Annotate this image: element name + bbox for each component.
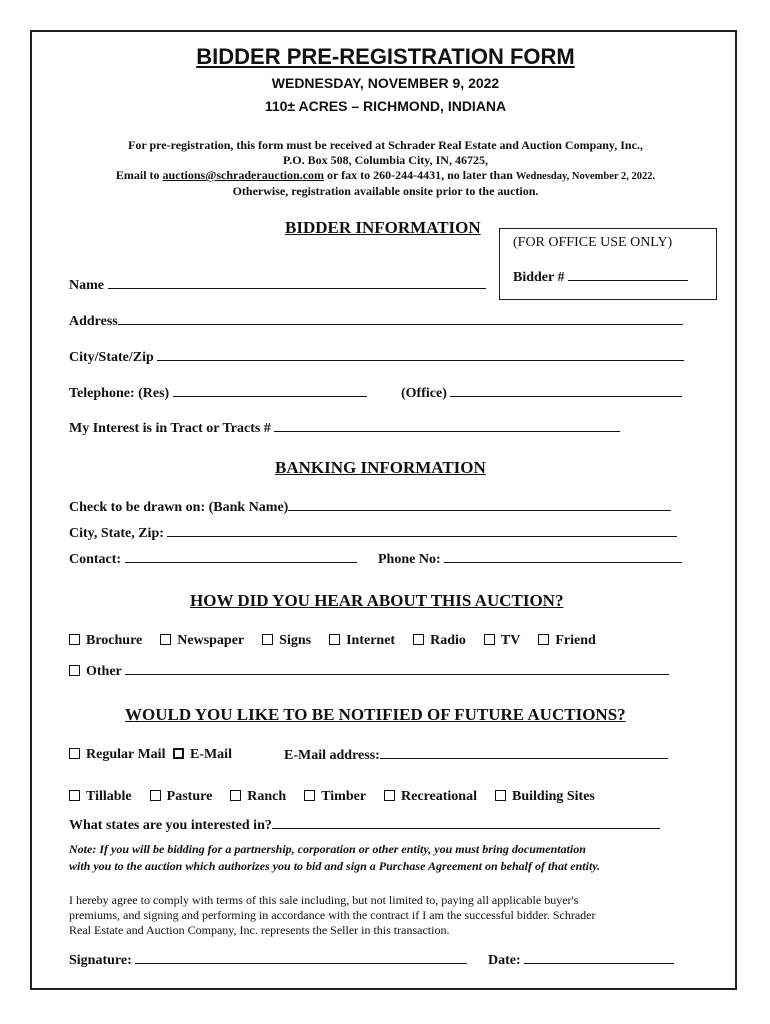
notify-method-row <box>69 747 232 763</box>
address-field[interactable] <box>69 313 683 330</box>
checkbox[interactable] <box>230 790 241 801</box>
bidder-info-heading: BIDDER INFORMATION <box>285 218 481 237</box>
interest-options <box>69 789 613 805</box>
auction-location: 110± ACRES – RICHMOND, INDIANA <box>264 98 507 114</box>
option-recreational[interactable] <box>384 789 477 805</box>
bidder-number-line[interactable] <box>568 269 688 281</box>
states-interest-field[interactable] <box>69 817 660 834</box>
option-email[interactable] <box>173 747 232 762</box>
agreement-line-3: Real Estate and Auction Company, Inc. represents the Seller in this transaction. <box>69 923 450 937</box>
tract-interest-label: My Interest is in Tract or Tracts # <box>69 421 271 436</box>
option-label: Timber <box>321 789 367 804</box>
checkbox[interactable] <box>160 634 171 645</box>
form-title: BIDDER PRE-REGISTRATION FORM <box>196 44 575 69</box>
option-tv[interactable] <box>484 633 520 649</box>
telephone-office-field[interactable] <box>401 385 682 402</box>
checkbox[interactable] <box>384 790 395 801</box>
banking-info-heading: BANKING INFORMATION <box>275 458 486 477</box>
name-label: Name <box>69 278 104 293</box>
telephone-res-line[interactable] <box>173 385 367 397</box>
email-link[interactable]: auctions@schraderauction.com <box>162 168 325 182</box>
option-timber[interactable] <box>304 789 366 805</box>
bank-contact-line[interactable] <box>125 551 357 563</box>
intro-line-3 <box>32 168 739 183</box>
bank-name-field[interactable] <box>69 499 671 516</box>
states-interest-line[interactable] <box>272 817 660 829</box>
bank-phone-line[interactable] <box>444 551 682 563</box>
option-friend[interactable] <box>538 633 595 649</box>
bank-city-state-zip-line[interactable] <box>167 525 677 537</box>
option-internet[interactable] <box>329 633 395 649</box>
option-label: TV <box>500 633 521 648</box>
note-line-2: with you to the auction which authorizes you to bid and sign a Purchase Agreement on behalf of that entity. <box>69 859 601 873</box>
regular-mail-label: Regular Mail <box>86 747 166 762</box>
option-label: Brochure <box>86 633 143 648</box>
checkbox[interactable] <box>329 634 340 645</box>
option-newspaper[interactable] <box>160 633 244 649</box>
bank-phone-field[interactable] <box>378 551 682 568</box>
checkbox[interactable] <box>69 665 80 676</box>
intro-line-2: P.O. Box 508, Columbia City, IN, 46725, <box>283 153 488 167</box>
email-option-label: E-Mail <box>189 747 232 762</box>
address-line[interactable] <box>118 313 683 325</box>
checkbox[interactable] <box>304 790 315 801</box>
checkbox[interactable] <box>413 634 424 645</box>
checkbox[interactable] <box>150 790 161 801</box>
city-state-zip-label: City/State/Zip <box>69 350 154 365</box>
checkbox[interactable] <box>538 634 549 645</box>
signature-field[interactable] <box>69 952 467 969</box>
checkbox[interactable] <box>69 790 80 801</box>
telephone-office-label: (Office) <box>401 386 447 401</box>
option-label: Pasture <box>166 789 213 804</box>
option-brochure[interactable] <box>69 633 142 649</box>
note-line-1: Note: If you will be bidding for a partnership, corporation or other entity, you must bring documentation <box>69 842 586 856</box>
option-other[interactable] <box>69 663 669 680</box>
notify-heading: WOULD YOU LIKE TO BE NOTIFIED OF FUTURE AUCTIONS? <box>125 705 626 724</box>
states-interest-label: What states are you interested in? <box>69 818 272 833</box>
option-label: Internet <box>346 633 396 648</box>
option-label: Newspaper <box>177 633 245 648</box>
date-label: Date: <box>488 953 521 968</box>
signature-label: Signature: <box>69 953 132 968</box>
option-other-label: Other <box>86 664 122 679</box>
bidder-number-label: Bidder # <box>513 270 565 285</box>
intro-deadline: Wednesday, November 2, 2022. <box>515 171 656 182</box>
city-state-zip-field[interactable] <box>69 349 684 366</box>
option-label: Radio <box>430 633 466 648</box>
option-building-sites[interactable] <box>495 789 595 805</box>
date-field[interactable] <box>488 952 674 969</box>
checkbox[interactable] <box>262 634 273 645</box>
option-signs[interactable] <box>262 633 311 649</box>
auction-date: WEDNESDAY, NOVEMBER 9, 2022 <box>271 75 500 91</box>
option-tillable[interactable] <box>69 789 132 805</box>
hear-about-options <box>69 633 614 649</box>
telephone-res-label: Telephone: (Res) <box>69 386 170 401</box>
email-address-field[interactable] <box>284 747 668 764</box>
bank-city-state-zip-label: City, State, Zip: <box>69 526 164 541</box>
intro-line-4: Otherwise, registration available onsite prior to the auction. <box>232 184 539 198</box>
bank-contact-field[interactable] <box>69 551 357 568</box>
bank-city-state-zip-field[interactable] <box>69 525 677 542</box>
bank-contact-label: Contact: <box>69 552 122 567</box>
city-state-zip-line[interactable] <box>157 349 684 361</box>
option-radio[interactable] <box>413 633 466 649</box>
office-use-label: (FOR OFFICE USE ONLY) <box>513 235 673 250</box>
checkbox[interactable] <box>495 790 506 801</box>
name-line[interactable] <box>108 277 486 289</box>
option-regular-mail[interactable] <box>69 747 165 762</box>
intro-email-prefix: Email to <box>115 168 163 182</box>
address-label: Address <box>69 314 118 329</box>
bank-name-label: Check to be drawn on: (Bank Name) <box>69 500 289 515</box>
checkbox[interactable] <box>173 748 184 759</box>
option-label: Building Sites <box>512 789 595 804</box>
option-ranch[interactable] <box>230 789 286 805</box>
agreement-line-2: premiums, and signing and performing in accordance with the contract if I am the successful bidder. Schrader <box>69 908 596 922</box>
checkbox[interactable] <box>69 748 80 759</box>
other-line[interactable] <box>125 663 669 675</box>
bank-phone-label: Phone No: <box>378 552 441 567</box>
checkbox[interactable] <box>69 634 80 645</box>
email-address-line[interactable] <box>380 747 668 759</box>
bank-name-line[interactable] <box>288 499 671 511</box>
intro-fax-text: or fax to 260-244-4431, no later than <box>324 168 516 182</box>
checkbox[interactable] <box>484 634 495 645</box>
name-field[interactable] <box>69 277 486 294</box>
intro-line-1: For pre-registration, this form must be received at Schrader Real Estate and Auction Company, Inc., <box>128 138 643 152</box>
bidder-number-field[interactable] <box>513 269 688 286</box>
telephone-res-field[interactable] <box>69 385 367 402</box>
option-label: Recreational <box>401 789 477 804</box>
option-pasture[interactable] <box>150 789 213 805</box>
tract-interest-line[interactable] <box>274 420 620 432</box>
date-line[interactable] <box>524 952 674 964</box>
office-use-box <box>499 228 717 300</box>
option-label: Signs <box>279 633 312 648</box>
tract-interest-field[interactable] <box>69 420 620 437</box>
option-label: Tillable <box>86 789 132 804</box>
email-address-label: E-Mail address: <box>284 748 380 763</box>
hear-about-heading: HOW DID YOU HEAR ABOUT THIS AUCTION? <box>190 591 564 610</box>
registration-form <box>30 30 737 990</box>
signature-line[interactable] <box>135 952 467 964</box>
option-label: Friend <box>555 633 596 648</box>
telephone-office-line[interactable] <box>450 385 682 397</box>
agreement-line-1: I hereby agree to comply with terms of this sale including, but not limited to, paying all applicable buyer's <box>69 893 579 907</box>
option-label: Ranch <box>247 789 287 804</box>
